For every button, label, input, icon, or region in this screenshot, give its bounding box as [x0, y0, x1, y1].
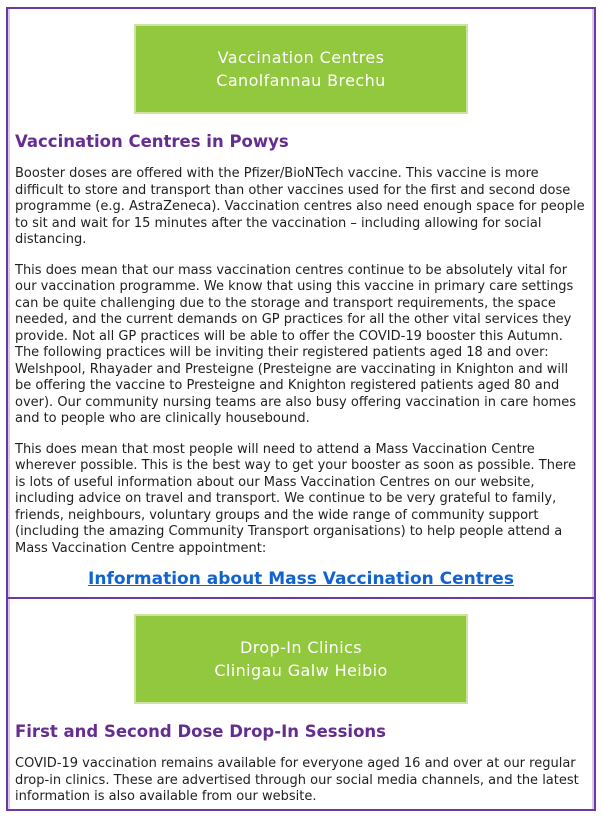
section-heading-vaccination-centres: Vaccination Centres in Powys [15, 132, 289, 151]
section-heading-drop-in-sessions: First and Second Dose Drop-In Sessions [15, 722, 386, 741]
drop-in-clinics-section [8, 597, 594, 809]
vaccination-centres-section [8, 9, 594, 597]
banner-title-english: Drop-In Clinics [240, 638, 362, 657]
banner-title-english: Vaccination Centres [217, 48, 385, 67]
banner-title-welsh: Canolfannau Brechu [216, 71, 386, 90]
newsletter-page [6, 7, 596, 811]
vaccination-centres-banner [134, 24, 468, 114]
paragraph-attend-mass-centre: This does mean that most people will need to attend a Mass Vaccination Centre wherever possible. This is the best way to get your booster as soon as possible. There is lots of useful information about our Mass Vaccination Centres on our website, including advice on travel and transport. We continue to be very grateful to family, friends, neighbours, voluntary groups and the wide range of community support (including the amazing Community Transport organisations) to help people attend a Mass Vaccination Centre appointment: [15, 441, 576, 556]
paragraph-mass-vaccination-vital: This does mean that our mass vaccination centres continue to be absolutely vital for our vaccination programme. We know that using this vaccine in primary care settings can be quite challenging due to the storage and transport requirements, the space needed, and the current demands on GP practices for all the other vital services they provide. Not all GP practices will be able to offer the COVID-19 booster this Autumn. The following practices will be inviting their registered patients aged 18 and over: Welshpool, Rhayader and Presteigne (Presteigne are vaccinating in Knighton and will be offering the vaccine to Presteigne and Knighton registered patients aged 80 and over). Our community nursing teams are also busy offering vaccination in care homes and to people who are clinically housebound. [15, 262, 577, 426]
drop-in-clinics-banner [134, 614, 468, 704]
paragraph-drop-in-clinics: COVID-19 vaccination remains available for everyone aged 16 and over at our regular drop-in clinics. These are advertised through our social media channels, and the latest information is also available from our website. [15, 756, 579, 804]
paragraph-booster-doses: Booster doses are offered with the Pfizer/BioNTech vaccine. This vaccine is more difficult to store and transport than other vaccines used for the first and second dose programme (e.g. AstraZeneca). Vaccination centres also need enough space for people to sit and wait for 15 minutes after the vaccination – including allowing for social distancing. [15, 166, 585, 247]
banner-title-welsh: Clinigau Galw Heibio [214, 661, 388, 680]
mass-vaccination-centres-link[interactable]: Information about Mass Vaccination Centres [88, 569, 514, 589]
link-row [15, 569, 587, 589]
